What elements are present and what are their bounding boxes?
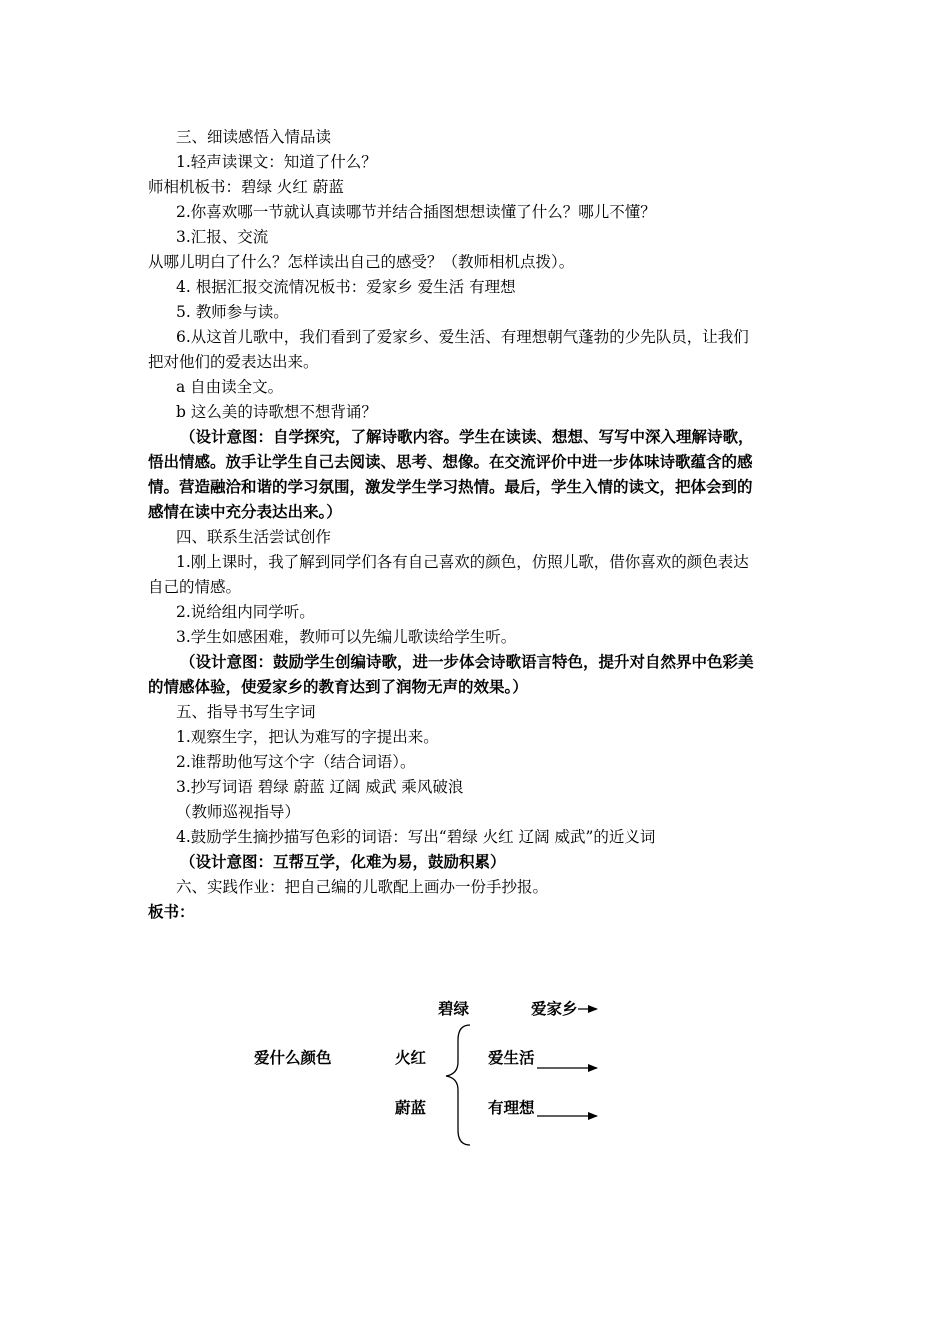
paragraph: 从哪儿明白了什么？怎样读出自己的感受？（教师相机点拨）。 [148,253,575,271]
paragraph: 把对他们的爱表达出来。 [148,353,319,371]
paragraph: 2.你喜欢哪一节就认真读哪节并结合插图想想读懂了什么？哪儿不懂？ [176,203,656,221]
paragraph: 3.学生如感困难，教师可以先编儿歌读给学生听。 [176,628,517,646]
design-intent: （设计意图：互帮互学，化难为易，鼓励积累） [180,853,506,871]
design-intent: 情。营造融洽和谐的学习氛围，激发学生学习热情。最后，学生入情的读文，把体会到的 [148,478,753,496]
paragraph: 1.观察生字，把认为难写的字提出来。 [176,728,439,746]
paragraph: 1.轻声读课文：知道了什么？ [176,153,377,171]
paragraph: 5. 教师参与读。 [176,303,289,321]
board-meaning-1: 爱家乡 [531,1000,578,1018]
paragraph: b 这么美的诗歌想不想背诵？ [176,403,377,421]
paragraph: 4.鼓励学生摘抄描写色彩的词语：写出“碧绿 火红 辽阔 威武”的近义词 [176,828,656,846]
design-intent: （设计意图：自学探究，了解诗歌内容。学生在读读、想想、写写中深入理解诗歌， [180,428,754,446]
board-brace [446,1025,470,1145]
paragraph: 1.刚上课时，我了解到同学们各有自己喜欢的颜色，仿照儿歌，借你喜欢的颜色表达 [176,553,749,571]
paragraph: （教师巡视指导） [176,803,301,821]
paragraph: 2.说给组内同学听。 [176,603,315,621]
board-meaning-3: 有理想 [488,1099,535,1117]
paragraph: 4. 根据汇报交流情况板书：爱家乡 爱生活 有理想 [176,278,516,296]
design-intent: 感情在读中充分表达出来。） [148,503,342,521]
design-intent: （设计意图：鼓励学生创编诗歌，进一步体会诗歌语言特色，提升对自然界中色彩美 [180,653,754,671]
paragraph: a 自由读全文。 [176,378,284,396]
design-intent: 的情感体验，使爱家乡的教育达到了润物无声的效果。） [148,678,528,696]
paragraph: 自己的情感。 [148,578,242,596]
section-heading-3: 三、细读感悟入情品读 [176,128,332,146]
paragraph: 6.从这首儿歌中，我们看到了爱家乡、爱生活、有理想朝气蓬勃的少先队员，让我们 [176,328,749,346]
board-meaning-2: 爱生活 [488,1049,535,1067]
paragraph: 师相机板书：碧绿 火红 蔚蓝 [148,178,344,196]
section-heading-6: 六、实践作业：把自己编的儿歌配上画办一份手抄报。 [176,878,549,896]
board-color-1: 碧绿 [438,1000,470,1018]
section-heading-4: 四、联系生活尝试创作 [176,528,332,546]
board-color-3: 蔚蓝 [395,1099,427,1117]
paragraph: 2.谁帮助他写这个字（结合词语）。 [176,753,416,771]
board-root-label: 爱什么颜色 [254,1049,332,1067]
section-heading-5: 五、指导书写生字词 [176,703,316,721]
paragraph: 3.抄写词语 碧绿 蔚蓝 辽阔 威武 乘风破浪 [176,778,464,796]
board-color-2: 火红 [395,1049,427,1067]
board-heading: 板书： [148,903,195,921]
design-intent: 悟出情感。放手让学生自己去阅读、思考、想像。在交流评价中进一步体味诗歌蕴含的感 [148,453,753,471]
paragraph: 3.汇报、交流 [176,228,269,246]
